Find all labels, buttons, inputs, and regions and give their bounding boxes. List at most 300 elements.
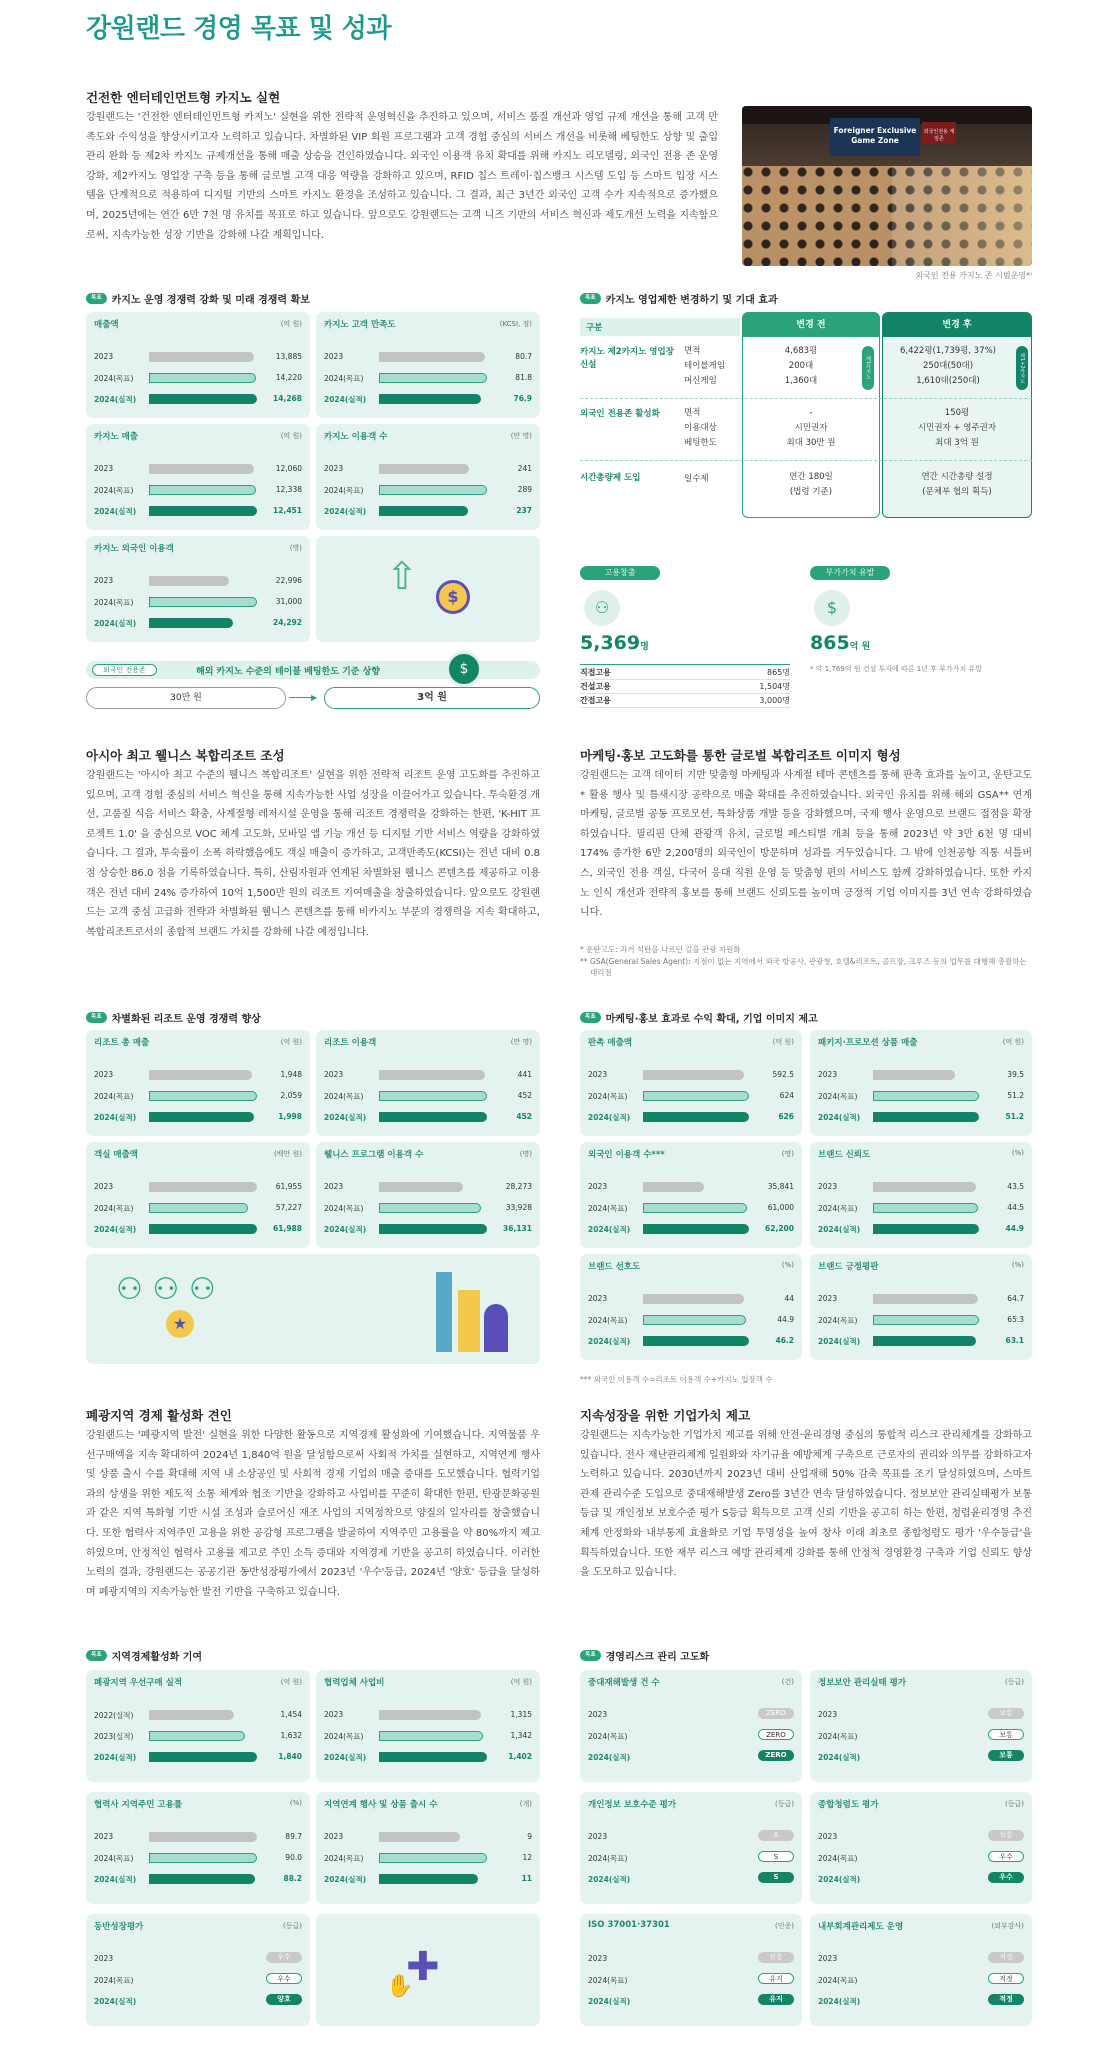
value-label: 61,988 — [273, 1224, 302, 1233]
jobs-row: 직접고용 865명 — [580, 666, 790, 680]
bar — [379, 352, 485, 362]
value-label: 81.8 — [515, 373, 532, 382]
marketing-card — [580, 1254, 802, 1360]
resort-illustration — [86, 1254, 540, 1364]
bar — [149, 1112, 254, 1122]
bar — [643, 1336, 749, 1346]
card-title: 객실 매출액 — [94, 1150, 139, 1160]
card-row — [818, 1110, 1024, 1124]
bar — [379, 1752, 487, 1762]
card-unit: (%) — [289, 1799, 302, 1807]
card-title: 리조트 이용객 — [324, 1038, 377, 1048]
card-title: 내부회계관리제도 운영 — [818, 1922, 904, 1932]
value-label: 1,998 — [278, 1112, 302, 1121]
grade-badge: ZERO — [758, 1750, 794, 1761]
year-label: 2024(목표) — [818, 1976, 858, 1985]
card-row — [588, 1110, 794, 1124]
year-label: 2024(실적) — [818, 1337, 861, 1346]
card-unit: (개) — [519, 1800, 532, 1808]
grade-badge: S — [758, 1872, 794, 1883]
card-title: 카지노 이용객 수 — [324, 432, 388, 442]
risk-cards-heading: 목표 경영리스크 관리 고도화 — [580, 1648, 709, 1663]
year-label: 2024(목표) — [324, 1204, 364, 1213]
casino-cards-heading: 목표 카지노 운영 경쟁력 강화 및 미래 경쟁력 확보 — [86, 291, 310, 306]
value-label: 12,060 — [275, 464, 302, 473]
card-row — [94, 504, 302, 518]
section-body-resort: 강원랜드는 '아시아 최고 수준의 웰니스 복합리조트' 실현을 위한 전략적 리조트 운영 고도화를 추진하고 있으며, 고객 경험 중심의 서비스 혁신을 통해 지속가능한 사업 성장을 이끌어가고 있습니다. 투숙환경 개선, 고품질 식음 서비스 확충, 사계절형 레저시설 운영을 통해 리조트 경쟁력을 강화하는 한편, 'K-HIT 프로젝트 1.0' 을 중심으로 VOC 체계 고도화, 모바일 앱 기능 개선 등 디지털 기반 서비스 역량을 강화하였습니다. 그 결과, 투숙률이 소폭 하락했음에도 객실 매출이 증가하고, 고객만족도(KCSI)는 전년 대비 0.8 점 상승한 86.0 점을 기록하였습니다. 특히, 산림자원과 연계된 차별화된 웰니스 콘텐츠를 제공하고 이용객은 전년 대비 24% 증가하여 10억 1,500만 원의 리조트 기여매출을 창출하였습니다. 앞으로도 강원랜드는 고객 중심 고급화 전략과 차별화된 웰니스 콘텐츠를 통해 비카지노 부문의 경쟁력을 지속 확대하고, 복합리조트로서의 종합적 브랜드 가치를 강화해 나갈 예정입니다. — [86, 770, 540, 938]
card-row — [588, 1750, 794, 1764]
bar — [149, 1874, 255, 1884]
bar — [149, 576, 229, 586]
year-label: 2023 — [324, 1710, 344, 1719]
photo-caption: 외국인 전용 카지노 존 시범운영*⁾ — [915, 271, 1032, 280]
card-row — [324, 1729, 532, 1743]
card-row — [94, 392, 302, 406]
year-label: 2023 — [588, 1294, 608, 1303]
year-label: 2024(목표) — [588, 1732, 628, 1741]
value-label: 44.9 — [1005, 1224, 1024, 1233]
section-heading-value: 지속성장을 위한 기업가치 제고 — [580, 1408, 751, 1423]
card-row — [324, 483, 532, 497]
value-label: 1,840 — [278, 1752, 302, 1761]
grade-badge: 보통 — [988, 1729, 1024, 1740]
card-row — [588, 1292, 794, 1306]
year-label: 2024(목표) — [94, 598, 134, 607]
value-label: 624 — [779, 1091, 794, 1100]
value-label: 44.5 — [1007, 1203, 1024, 1212]
bar — [149, 1853, 257, 1863]
value-label: 2,059 — [280, 1091, 302, 1100]
betting-to: 3억 원 — [324, 687, 540, 709]
year-label: 2023 — [324, 1070, 344, 1079]
card-row — [94, 462, 302, 476]
card-row — [818, 1830, 1024, 1844]
people-icon: ⚇ ⚇ ⚇ — [116, 1272, 216, 1307]
value-label: 9 — [527, 1832, 532, 1841]
jobs-row: 건설고용 1,504명 — [580, 680, 790, 694]
card-unit: (등급) — [775, 1800, 794, 1808]
card-row — [324, 462, 532, 476]
bar — [379, 464, 469, 474]
compare-header-category: 구분 — [580, 318, 740, 336]
compare-row1-items: 면적 테이블게임 머신게임 — [684, 346, 726, 386]
marketing-card — [810, 1030, 1032, 1136]
year-label: 2023 — [324, 1832, 344, 1841]
year-label: 2024(목표) — [588, 1976, 628, 1985]
value-label: 24,292 — [273, 618, 302, 627]
growth-illustration — [316, 536, 540, 642]
bar — [149, 352, 254, 362]
region-card — [316, 1792, 540, 1904]
year-label: 2023(실적) — [94, 1732, 134, 1741]
year-label: 2023 — [94, 352, 114, 361]
bar — [873, 1112, 979, 1122]
bar — [379, 1070, 485, 1080]
year-label: 2024(목표) — [94, 1854, 134, 1863]
partnership-illustration — [316, 1914, 540, 2026]
year-label: 2024(목표) — [588, 1316, 628, 1325]
card-unit: (등급) — [283, 1922, 302, 1930]
year-label: 2024(목표) — [94, 1092, 134, 1101]
bar — [379, 1203, 481, 1213]
casino-card — [86, 312, 310, 418]
card-row — [94, 1201, 302, 1215]
value-label: 44.9 — [777, 1315, 794, 1324]
year-label: 2023 — [94, 1070, 114, 1079]
value-label: 63.1 — [1005, 1336, 1024, 1345]
tag-after: 제1+2카지노 — [1016, 346, 1028, 390]
bar — [873, 1203, 978, 1213]
card-unit: (억 원) — [1002, 1038, 1024, 1046]
card-row — [324, 350, 532, 364]
value-label: 57,227 — [275, 1203, 302, 1212]
card-title: 종합청렴도 평가 — [818, 1800, 879, 1810]
bar — [149, 1182, 257, 1192]
value-label: 88.2 — [283, 1874, 302, 1883]
risk-card — [580, 1914, 802, 2026]
year-label: 2024(실적) — [324, 395, 367, 404]
card-row — [94, 1110, 302, 1124]
bar — [149, 597, 257, 607]
section-heading-resort: 아시아 최고 웰니스 복합리조트 조성 — [86, 748, 285, 763]
value-added-note: * 약 1,769억 원 건설 투자에 따른 1년 후 부가가치 유발 — [810, 665, 982, 673]
bar — [149, 1224, 257, 1234]
year-label: 2024(실적) — [94, 395, 137, 404]
casino-card — [86, 536, 310, 642]
card-row — [324, 1830, 532, 1844]
card-unit: (외부감사) — [991, 1922, 1024, 1930]
value-label: 592.5 — [772, 1070, 794, 1079]
value-label: 90.0 — [285, 1853, 302, 1862]
bar — [149, 373, 256, 383]
year-label: 2024(실적) — [818, 1753, 861, 1762]
compare-before-col: 변경 전 — [742, 312, 880, 518]
card-row — [588, 1830, 794, 1844]
value-label: 64.7 — [1007, 1294, 1024, 1303]
card-row — [94, 1089, 302, 1103]
card-row — [588, 1222, 794, 1236]
card-title: 리조트 총 매출 — [94, 1038, 150, 1048]
compare-row1-before: 4,683평 200대 1,360대 — [784, 346, 818, 386]
year-label: 2024(목표) — [818, 1316, 858, 1325]
card-row — [94, 1994, 302, 2008]
card-title: 지역연계 행사 및 상품 출시 수 — [324, 1800, 438, 1810]
bar — [379, 373, 487, 383]
compare-row1-cat: 카지노 제2카지노 영업장 신설 — [580, 347, 674, 370]
section-heading-marketing: 마케팅·홍보 고도화를 통한 글로벌 복합리조트 이미지 형성 — [580, 748, 901, 763]
region-card — [86, 1792, 310, 1904]
section-body-casino: 강원랜드는 '건전한 엔터테인먼트형 카지노' 실현을 위한 전략적 운영혁신을 추진하고 있으며, 서비스 품질 개선과 영업 규제 개선을 통해 고객 만족도와 수익성을 향상시키고자 노력하고 있습니다. 차별화된 VIP 회원 프로그램과 고객 경험 중심의 서비스 개선을 비롯해 베팅한도 상향 및 출입관리 완화 등 제2차 카지노 규제개선을 통해 매출 상승을 견인하였습니다. 외국인 이용객 유치 확대를 위해 카지노 리모델링, 외국인 전용 존 운영 강화, 제2카지노 영업장 구축 등을 통해 글로벌 고객 대응 역량을 강화하고 있으며, RFID 칩스 트레이·칩스뱅크 시스템 도입 등 스마트 입장 시스템을 단계적으로 적용하여 디지털 기반의 스마트 카지노 환경을 조성하고 있습니다. 그 결과, 최근 3년간 외국인 고객 수가 지속적으로 증가했으며, 2025년에는 연간 6만 7천 명 유치를 목표로 하고 있습니다. 앞으로도 강원랜드는 고객 니즈 기반의 서비스 혁신과 제도개선 노력을 지속함으로써, 지속가능한 성장 기반을 강화해 나갈 계획입니다. — [86, 112, 718, 241]
bar — [379, 485, 487, 495]
value-label: 441 — [517, 1070, 532, 1079]
card-row — [818, 1872, 1024, 1886]
risk-card — [810, 1792, 1032, 1904]
card-row — [324, 1872, 532, 1886]
jobs-block: 고용창출 ⚇ 5,369명 직접고용 865명 건설고용 1,504명 간접고용 3,000명 — [580, 566, 790, 716]
value-added-value: 865 — [810, 632, 850, 654]
photo-sign-ko: 외국인전용 게임존 — [922, 122, 956, 144]
bar — [643, 1224, 749, 1234]
marketing-note-1: * 운탄고도: 과거 석탄을 나르던 길을 관광 자원화 — [580, 945, 741, 954]
card-row — [818, 1222, 1024, 1236]
grade-badge: 우수 — [988, 1872, 1024, 1883]
year-label: 2024(목표) — [588, 1204, 628, 1213]
bar — [643, 1070, 744, 1080]
value-label: 31,000 — [275, 597, 302, 606]
card-unit: (등급) — [1005, 1678, 1024, 1686]
grade-badge: 인증 — [758, 1952, 794, 1963]
card-row — [324, 371, 532, 385]
bar — [149, 485, 256, 495]
bar — [873, 1182, 976, 1192]
card-row — [818, 1068, 1024, 1082]
card-row — [94, 1851, 302, 1865]
jobs-row: 간접고용 3,000명 — [580, 694, 790, 708]
card-row — [818, 1994, 1024, 2008]
betting-title: 해외 카지노 수준의 테이블 베팅한도 기준 상향 — [196, 667, 380, 677]
year-label: 2024(목표) — [588, 1092, 628, 1101]
card-unit: (KCSI, 점) — [499, 320, 532, 328]
value-label: 62,200 — [765, 1224, 794, 1233]
bar — [643, 1112, 749, 1122]
value-label: 241 — [517, 464, 532, 473]
bar — [643, 1294, 744, 1304]
compare-row3-before: 연간 180일 (법령 기준) — [789, 472, 833, 497]
card-row — [588, 1973, 794, 1987]
year-label: 2023 — [588, 1832, 608, 1841]
year-label: 2024(목표) — [324, 1854, 364, 1863]
card-title: 카지노 외국인 이용객 — [94, 544, 174, 554]
year-label: 2024(실적) — [324, 1113, 367, 1122]
region-card — [316, 1670, 540, 1782]
building-icon — [436, 1272, 452, 1352]
year-label: 2024(실적) — [588, 1997, 631, 2006]
bar — [873, 1070, 955, 1080]
marketing-card — [580, 1142, 802, 1248]
card-row — [94, 1729, 302, 1743]
year-label: 2023 — [818, 1182, 838, 1191]
bar — [379, 1832, 460, 1842]
resort-cards-heading: 목표 차별화된 리조트 운영 경쟁력 향상 — [86, 1010, 261, 1025]
card-row — [588, 1068, 794, 1082]
card-title: 동반성장평가 — [94, 1922, 144, 1932]
year-label: 2024(목표) — [94, 486, 134, 495]
compare-table — [580, 312, 1032, 518]
card-row — [94, 1708, 302, 1722]
card-row — [324, 504, 532, 518]
year-label: 2024(실적) — [818, 1113, 861, 1122]
bar — [643, 1091, 749, 1101]
card-unit: (%) — [1011, 1261, 1024, 1269]
card-row — [324, 1180, 532, 1194]
value-label: 89.7 — [285, 1832, 302, 1841]
value-label: 61,000 — [767, 1203, 794, 1212]
card-row — [588, 1180, 794, 1194]
grade-badge: 보통 — [988, 1708, 1024, 1719]
compare-row2-before: - 시민권자 최대 30만 원 — [786, 408, 836, 448]
card-unit: (억 원) — [510, 1678, 532, 1686]
card-row — [94, 1180, 302, 1194]
resort-card — [86, 1142, 310, 1248]
year-label: 2024(실적) — [94, 1225, 137, 1234]
bar — [379, 1710, 481, 1720]
grade-badge: 유지 — [758, 1973, 794, 1984]
card-row — [94, 1222, 302, 1236]
bar — [379, 1853, 487, 1863]
card-unit: (등급) — [1005, 1800, 1024, 1808]
value-label: 43.5 — [1007, 1182, 1024, 1191]
bar — [379, 1224, 487, 1234]
grade-badge: ZERO — [758, 1708, 794, 1719]
card-row — [94, 574, 302, 588]
year-label: 2024(실적) — [324, 1875, 367, 1884]
value-label: 1,454 — [280, 1710, 302, 1719]
people-icon: ⚇ — [584, 590, 620, 626]
section-body-region: 강원랜드는 '폐광지역 발전' 실현을 위한 다양한 활동으로 지역경제 활성화에 기여했습니다. 지역물품 우선구매액을 지속 확대하여 2024년 1,840억 원을 달성함으로써 사회적 가치를 실현하고, 지역연계 행사 및 상품 출시 수를 확대해 지역 내 소상공인 및 사회적 경제 기업의 매출 증대를 도모했습니다. 협력기업과의 상생을 위한 제도적 소통 체계와 협조 기반을 강화하고 사업비를 꾸준히 확대한 한편, 탄광문화공원과 같은 지역 특화형 기반 시설 조성과 슬로어신 재조 사업의 지역정착으로 양질의 일자리를 창출했습니다. 또한 협력사 지역주민 고용을 위한 공감형 프로그램을 발굴하여 지역주민 고용률을 약 80%까지 제고하였으며, 안정적인 협력사 고용률 제고로 주민 소득 증대와 지역경제 기반을 공고히 하였습니다. 이러한 노력의 결과, 강원랜드는 공공기관 동반성장평가에서 2023년 '우수'등급, 2024년 '양호' 등급을 달성하며 폐광지역의 지속가능한 발전 기반을 구축하고 있습니다. — [86, 1430, 540, 1598]
card-row — [324, 1851, 532, 1865]
compare-row3-after: 연간 시간총량 설정 (문체부 협의 획득) — [921, 472, 993, 497]
year-label: 2024(실적) — [588, 1113, 631, 1122]
year-label: 2024(실적) — [324, 1753, 367, 1762]
upward-arrow-icon: ⇧ — [386, 554, 418, 598]
card-row — [588, 1851, 794, 1865]
year-label: 2024(목표) — [818, 1732, 858, 1741]
card-row — [324, 1750, 532, 1764]
card-row — [94, 371, 302, 385]
value-added-block: 부가가치 유발 $ 865억 원 * 약 1,769억 원 건설 투자에 따른 1년 후 부가가치 유발 — [810, 566, 1032, 686]
bar — [379, 1731, 483, 1741]
jobs-value: 5,369 — [580, 632, 641, 654]
compare-row2-after: 150평 시민권자 + 영주권자 최대 3억 원 — [917, 408, 997, 448]
bar — [149, 1710, 234, 1720]
photo-sign: Foreigner Exclusive Game Zone — [830, 118, 920, 156]
card-title: ISO 37001·37301 — [588, 1920, 670, 1930]
betting-limit-box: 외국인 전용존 해외 카지노 수준의 테이블 베팅한도 기준 상향 $ 30만 원 ▶ 3억 원 — [86, 653, 540, 711]
betting-tag: 외국인 전용존 — [92, 664, 157, 676]
card-row — [818, 1292, 1024, 1306]
bar — [379, 1874, 478, 1884]
year-label: 2023 — [324, 1182, 344, 1191]
card-row — [588, 1313, 794, 1327]
card-row — [324, 1201, 532, 1215]
year-label: 2024(목표) — [818, 1092, 858, 1101]
bar — [873, 1091, 979, 1101]
coin-icon: $ — [446, 651, 482, 687]
marketing-note-2: ** GSA(General Sales Agent): 지점이 없는 지역에서 외국 항공사, 관광청, 호텔&리조트, 골프장, 크루즈 등의 업무를 대행해 총괄하는 대리점 — [580, 957, 1027, 977]
bar — [149, 618, 233, 628]
bar — [643, 1315, 746, 1325]
marketing-card — [810, 1254, 1032, 1360]
year-label: 2023 — [818, 1832, 838, 1841]
value-label: 36,131 — [503, 1224, 532, 1233]
resort-card — [316, 1030, 540, 1136]
card-unit: (억 원) — [772, 1038, 794, 1046]
card-title: 판촉 매출액 — [588, 1038, 633, 1048]
grade-badge: 양호 — [266, 1994, 302, 2005]
value-label: 80.7 — [515, 352, 532, 361]
year-label: 2023 — [818, 1710, 838, 1719]
risk-card — [810, 1670, 1032, 1782]
section-heading-region: 폐광지역 경제 활성화 견인 — [86, 1408, 232, 1423]
year-label: 2024(목표) — [324, 1732, 364, 1741]
card-row — [324, 1708, 532, 1722]
betting-from: 30만 원 — [86, 687, 286, 709]
year-label: 2024(실적) — [94, 1113, 137, 1122]
card-row — [818, 1334, 1024, 1348]
year-label: 2024(실적) — [818, 1997, 861, 2006]
card-title: 중대재해발생 건 수 — [588, 1678, 660, 1688]
card-title: 카지노 고객 만족도 — [324, 320, 396, 330]
grade-badge: ZERO — [758, 1729, 794, 1740]
card-unit: (만 명) — [510, 1038, 532, 1046]
bar — [149, 1091, 257, 1101]
card-row — [94, 1068, 302, 1082]
grade-badge: 적정 — [988, 1994, 1024, 2005]
year-label: 2024(목표) — [94, 374, 134, 383]
year-label: 2023 — [818, 1954, 838, 1963]
value-label: 1,402 — [508, 1752, 532, 1761]
grade-badge: 보통 — [988, 1750, 1024, 1761]
year-label: 2024(목표) — [94, 1976, 134, 1985]
handshake-icon: ✋ — [386, 1974, 414, 1999]
value-label: 14,220 — [275, 373, 302, 382]
value-label: 35,841 — [767, 1182, 794, 1191]
year-label: 2023 — [94, 1954, 114, 1963]
card-row — [94, 1973, 302, 1987]
bar — [149, 1731, 245, 1741]
bar — [149, 1832, 257, 1842]
coin-icon: $ — [436, 580, 470, 614]
year-label: 2024(목표) — [818, 1204, 858, 1213]
card-unit: (%) — [781, 1261, 794, 1269]
bar — [149, 1070, 252, 1080]
card-title: 매출액 — [94, 320, 119, 330]
card-row — [588, 1708, 794, 1722]
bar — [149, 464, 254, 474]
grade-card — [86, 1914, 310, 2026]
card-row — [94, 1750, 302, 1764]
marketing-cards-heading: 목표 마케팅·홍보 효과로 수익 확대, 기업 이미지 제고 — [580, 1010, 818, 1025]
bar — [149, 1203, 248, 1213]
value-label: 289 — [517, 485, 532, 494]
year-label: 2024(실적) — [588, 1875, 631, 1884]
year-label: 2024(실적) — [324, 507, 367, 516]
value-label: 65.3 — [1007, 1315, 1024, 1324]
value-label: 14,268 — [273, 394, 302, 403]
card-row — [818, 1708, 1024, 1722]
value-label: 1,632 — [280, 1731, 302, 1740]
region-card — [86, 1670, 310, 1782]
value-label: 46.2 — [775, 1336, 794, 1345]
card-row — [818, 1750, 1024, 1764]
region-cards-heading: 목표 지역경제활성화 기여 — [86, 1648, 202, 1663]
year-label: 2023 — [588, 1070, 608, 1079]
value-label: 12 — [522, 1853, 532, 1862]
compare-row3-cat: 시간총량제 도입 — [580, 473, 641, 483]
grade-badge: S — [758, 1851, 794, 1862]
card-unit: (억 원) — [280, 1038, 302, 1046]
casino-card — [316, 424, 540, 530]
tag-before: 제1카지노 — [862, 346, 874, 390]
card-title: 정보보안 관리실태 평가 — [818, 1678, 907, 1688]
grade-badge: 우수 — [266, 1973, 302, 1984]
card-row — [588, 1201, 794, 1215]
value-label: 11 — [521, 1874, 532, 1883]
year-label: 2023 — [94, 1832, 114, 1841]
year-label: 2024(실적) — [94, 1997, 137, 2006]
year-label: 2024(목표) — [818, 1854, 858, 1863]
value-label: 39.5 — [1007, 1070, 1024, 1079]
